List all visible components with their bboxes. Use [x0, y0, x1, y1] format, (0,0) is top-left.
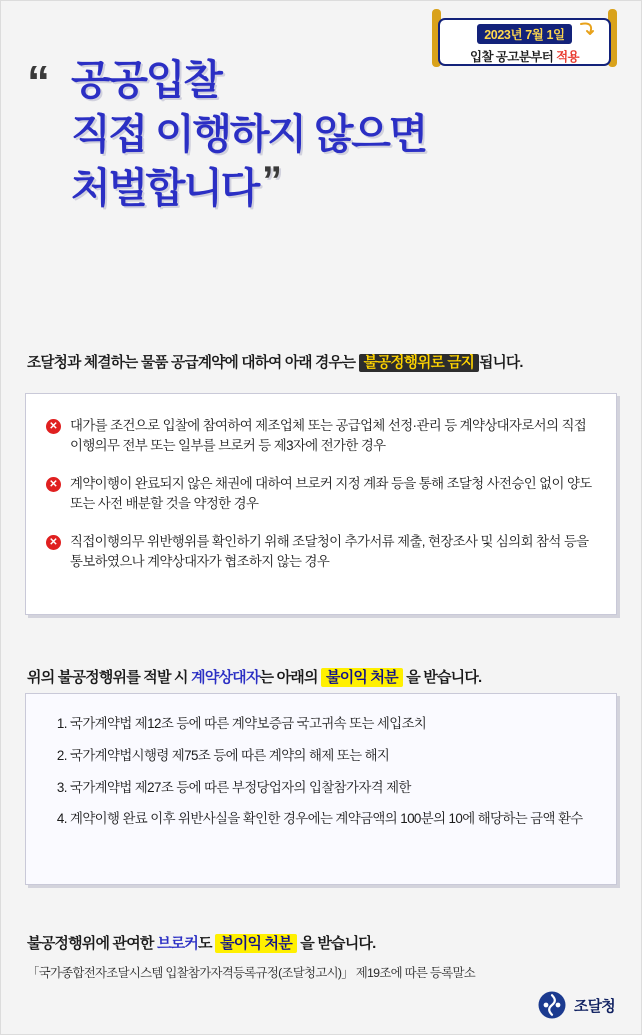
- headline-line-3: 처벌합니다: [71, 165, 259, 212]
- mid-seg-1: 위의 불공정행위를 적발 시: [27, 669, 192, 686]
- list-item: [46, 474, 596, 515]
- bottom-seg-5: 을 받습니다.: [296, 935, 376, 952]
- intro-highlight: 불공정행위로 금지: [359, 354, 480, 372]
- x-circle-icon: ✕: [46, 535, 61, 550]
- bottom-seg-blue: 브로커: [156, 935, 199, 952]
- headline-line-1: 공공입찰: [71, 57, 221, 103]
- bottom-seg-3: 도: [198, 935, 216, 952]
- mid-seg-blue: 계약상대자: [191, 669, 260, 686]
- list-item: 2. 국가계약법시행령 제75조 등에 따른 계약의 해제 또는 해지: [70, 746, 594, 767]
- headline-block: [27, 53, 615, 215]
- badge-subtitle-prefix: 입찰 공고분부터: [469, 50, 557, 64]
- intro-paragraph: [27, 352, 615, 375]
- headline-line-3-wrap: [71, 161, 615, 215]
- quote-open-mark: “: [27, 56, 50, 108]
- intro-before: 조달청과 체결하는 물품 공급계약에 대하여 아래 경우는: [27, 354, 359, 371]
- x-circle-icon: ✕: [46, 477, 61, 492]
- sanctions-box: [25, 693, 617, 885]
- sanctions-intro: [27, 666, 615, 687]
- bottom-seg-1: 불공정행위에 관여한: [27, 935, 157, 952]
- x-circle-icon: ✕: [46, 419, 61, 434]
- bottom-seg-highlight: 불이익 처분: [215, 934, 297, 953]
- prohibited-acts-box: [25, 393, 617, 615]
- mid-seg-highlight: 불이익 처분: [321, 668, 403, 687]
- prohibited-item-text: 직접이행의무 위반행위를 확인하기 위해 조달청이 추가서류 제출, 현장조사 및 심의회 참석 등을 통보하였으나 계약상대자가 협조하지 않는 경우: [70, 533, 589, 569]
- quote-close-mark: ”: [262, 159, 280, 204]
- agency-name: 조달청: [573, 997, 615, 1015]
- badge-date: 2023년 7월 1일: [477, 24, 571, 44]
- prohibited-item-text: 계약이행이 완료되지 않은 채권에 대하여 브로커 지정 계좌 등을 통해 조달청 사전승인 없이 양도 또는 사전 배분할 것을 약정한 경우: [70, 475, 592, 512]
- broker-statement: [27, 932, 375, 953]
- agency-logo: [537, 990, 615, 1020]
- footnote: 「국가종합전자조달시스템 입찰참가자격등록규정(조달청고시)」 제19조에 따른 등록말소: [27, 966, 476, 981]
- list-item: 3. 국가계약법 제27조 등에 따른 부정당업자의 입찰참가자격 제한: [70, 778, 594, 799]
- intro-after: 됩니다.: [479, 354, 523, 371]
- page-title: [27, 53, 615, 215]
- list-item: [46, 416, 596, 457]
- badge-subtitle-accent: 적용: [556, 50, 580, 64]
- mid-seg-5: 을 받습니다.: [402, 669, 482, 686]
- list-item: 1. 국가계약법 제12조 등에 따른 계약보증금 국고귀속 또는 세입조치: [70, 714, 594, 735]
- mid-seg-3: 는 아래의: [259, 669, 322, 686]
- headline-line-2: 직접 이행하지 않으면: [71, 111, 427, 158]
- sanctions-list: [48, 714, 594, 830]
- prohibited-item-text: 대가를 조건으로 입찰에 참여하여 제조업체 또는 공급업체 선정·관리 등 계약상대자로서의 직접이행의무 전부 또는 일부를 브로커 등 제3자에 전가한 경우: [70, 418, 587, 454]
- list-item: [46, 532, 596, 573]
- list-item: 4. 계약이행 완료 이후 위반사실을 확인한 경우에는 계약금액의 100분의 10에 해당하는 금액 환수: [70, 809, 594, 830]
- curved-arrow-icon: [579, 21, 595, 37]
- government-emblem-icon: [537, 990, 567, 1020]
